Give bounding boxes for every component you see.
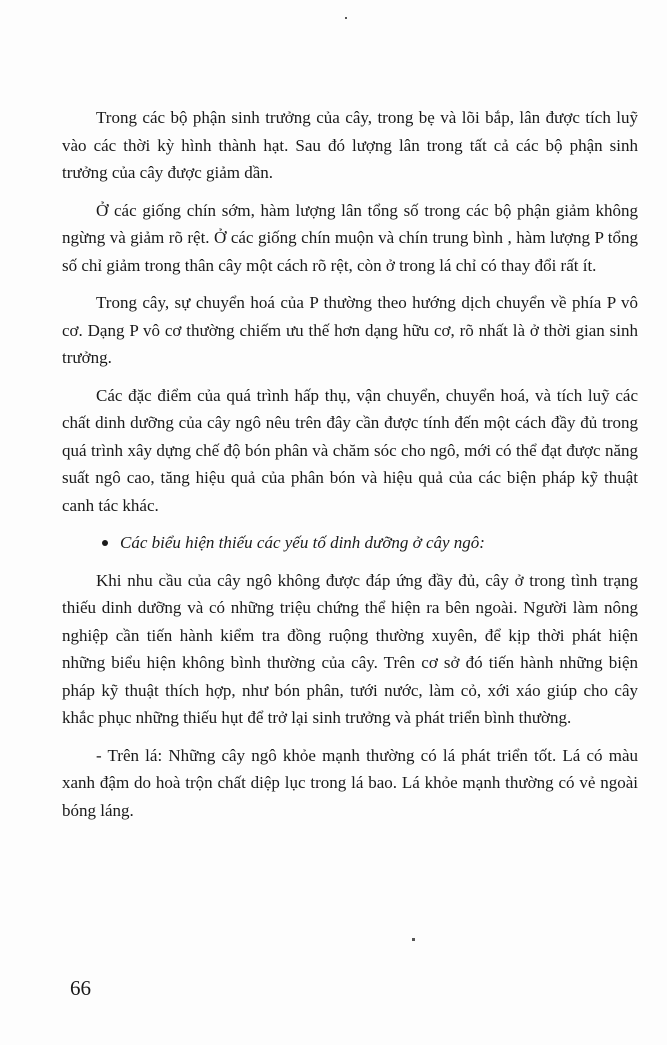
- print-speck: [412, 938, 415, 941]
- paragraph-fertilization-features: Các đặc điểm của quá trình hấp thụ, vận chuyển, chuyển hoá, và tích luỹ các chất dinh dưỡng của cây ngô nêu trên đây cần được tính đến một cách đầy đủ trong quá trình xây dựng chế độ bón phân và chăm sóc cho ngô, mới có thể đạt được năng suất ngô cao, tăng hiệu quả của phân bón và hiệu quả của các biện pháp kỹ thuật canh tác khác.: [62, 385, 638, 515]
- paragraph-on-leaves: - Trên lá: Những cây ngô khỏe mạnh thường có lá phát triển tốt. Lá có màu xanh đậm do hoà trộn chất diệp lục trong lá bao. Lá khỏe mạnh thường có vẻ ngoài bóng láng.: [62, 745, 638, 820]
- page-number: 66: [70, 976, 91, 1000]
- bullet-icon: [102, 540, 108, 546]
- paragraph-nutrient-needs: Khi nhu cầu của cây ngô không được đáp ứng đầy đủ, cây ở trong tình trạng thiếu dinh dưỡng và có những triệu chứng thể hiện ra bên ngoài. Người làm nông nghiệp cần tiến hành kiểm tra đồng ruộng thường xuyên, để kịp thời phát hiện những biểu hiện không bình thường của cây. Trên cơ sở đó tiến hành những biện pháp kỹ thuật thích hợp, như bón phân, tưới nước, làm cỏ, xới xáo giúp cho cây khắc phục những thiếu hụt để trở lại sinh trưởng và phát triển bình thường.: [62, 570, 638, 727]
- paragraph-early-varieties: Ở các giống chín sớm, hàm lượng lân tổng số trong các bộ phận giảm không ngừng và giảm rõ rệt. Ở các giống chín muộn và chín trung bình , hàm lượng P tổng số chỉ giảm trong thân cây một cách rõ rệt, còn ở trong lá chỉ có thay đổi rất ít.: [62, 200, 638, 275]
- paragraph-phosphorus-accumulation: Trong các bộ phận sinh trưởng của cây, trong bẹ và lõi bắp, lân được tích luỹ vào các thời kỳ hình thành hạt. Sau đó lượng lân trong tất cả các bộ phận sinh trưởng của cây được giảm dần.: [62, 108, 638, 182]
- section-heading-text: Các biểu hiện thiếu các yếu tố dinh dưỡng ở cây ngô:: [120, 533, 485, 552]
- section-heading-deficiency-signs: [62, 529, 638, 557]
- paragraph-p-transformation: Trong cây, sự chuyển hoá của P thường theo hướng dịch chuyển về phía P vô cơ. Dạng P vô cơ thường chiếm ưu thế hơn dạng hữu cơ, rõ nhất là ở thời gian sinh trưởng.: [62, 293, 638, 367]
- print-speck: [345, 17, 347, 19]
- page-body: [62, 104, 638, 830]
